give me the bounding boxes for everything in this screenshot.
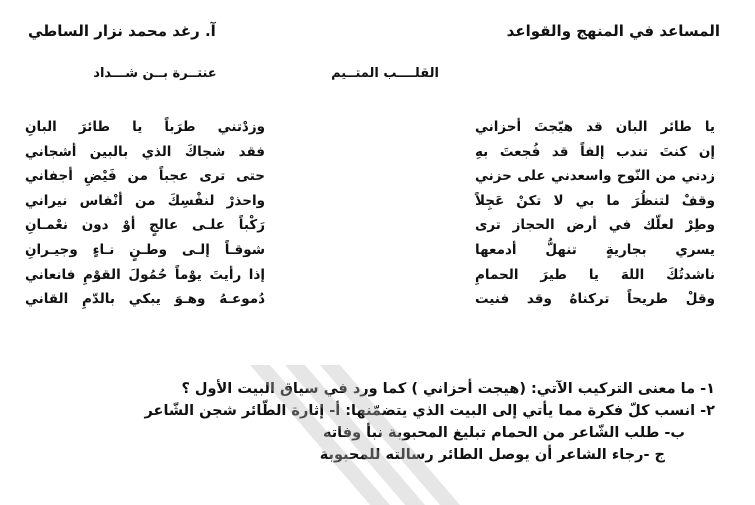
verse-second-2: فقد شجاكَ الذي بالبين أشجاني	[25, 143, 265, 160]
first-hemistichs-column	[475, 115, 715, 312]
verse-first-2: إن كنتَ تندب إلفاً قد فُجعتَ بهِ	[475, 143, 715, 160]
verse-second-7: إذا رأيتَ يوْماً حُمُولَ القوْمِ فانعاني	[25, 266, 265, 283]
verse-second-6: شوقـاً إلـى وطـنٍ نـاءٍ وجيـرانِ	[25, 241, 265, 258]
poet-name: عنتــرة بــن شـــداد	[93, 66, 217, 81]
questions-section	[144, 378, 715, 466]
question-1: ١- ما معنى التركيب الآتي: (هيجت أحزاني ) كما ورد في سياق البيت الأول ؟	[181, 381, 715, 397]
question-2: ٢- انسب كلّ فكرة مما يأتي إلى البيت الذي يتضمّنها: أ- إثارة الطّائر شجن الشّاعر	[144, 403, 715, 419]
verse-second-5: رَكْباً علـى عالجٍ أوْ دون نعْمـانِ	[25, 217, 265, 234]
question-2-option-b: ب- طلب الشّاعر من الحمام تبليغ المحبوبة نبأ وفاته	[322, 425, 685, 441]
verse-second-8: دُموعـهُ وهـوَ يبكي بالدّمِ القاني	[25, 291, 265, 308]
verse-first-5: وطِرْ لعلّك في أرض الحجاز ترى	[475, 217, 715, 234]
verse-second-1: وزدْتني طرَباً يا طائرَ البانِ	[25, 119, 265, 135]
verse-first-4: وقفْ لتنظُرَ ما بي لا تكنْ عَجِلاً	[475, 192, 715, 209]
verse-first-1: يا طائر البان قد هيّجتَ أحزاني	[475, 119, 715, 135]
verse-first-7: ناشدتُكَ اللهَ يا طيرَ الحمامِ	[475, 266, 715, 283]
question-2-option-c: ج -رجاء الشاعر أن يوصل الطائر رسالته للمحبوبة	[319, 447, 665, 463]
second-hemistichs-column	[25, 115, 265, 312]
verse-second-3: حتى ترى عجباً من فَيْضِ أجفاني	[25, 168, 265, 185]
verse-first-6: يسري بجاريةٍ تنهلُّ أدمعها	[475, 241, 715, 258]
poem-title: القلــــب المتــيم	[331, 66, 439, 81]
book-title: المساعد في المنهج والقواعد	[506, 22, 720, 40]
verse-first-8: وقلْ طريحاً تركناهُ وقد فنيت	[475, 291, 715, 308]
author-name: آ. رغد محمد نزار الساطي	[28, 22, 216, 40]
verse-second-4: واحذرْ لنفْسِكَ من أنْفاس نيراني	[25, 192, 265, 209]
verse-first-3: زدني من النّوح واسعدني على حزني	[475, 168, 715, 185]
